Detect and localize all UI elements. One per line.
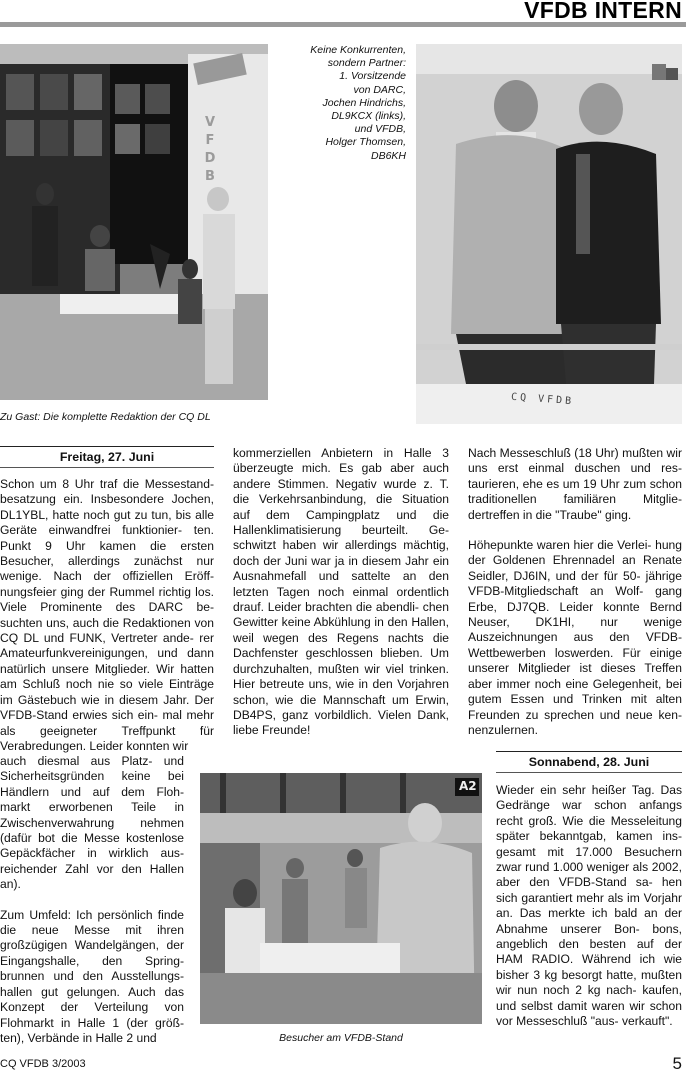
- photo-editorial-team: [0, 44, 268, 400]
- col1-text-lower: [0, 754, 184, 1046]
- photo-caption-visitors: Besucher am VFDB-Stand: [279, 1032, 403, 1044]
- photo-caption-editorial: Zu Gast: Die komplette Redaktion der CQ DL: [0, 411, 211, 423]
- col3-text-upper: [468, 446, 682, 738]
- paragraph: Höhepunkte waren hier die Verlei- hung der Goldenen Ehrennadel an Renate Seidler, DJ6IN, und der für 50- jährige VFDB-Mitgliedschaft an Wolf- gang Erbe, DJ7QB. Leider konnte Bernd Neuser, DK1HI, nur wenige Auszeichnungen aus den VFDB- Wettbewerben loswerden. Für einige unserer Mitglieder ist dieses Treffen aber immer noch eine Gelegenheit, bei gutem Essen und Trinken mit alten Freunden zu sprechen und neue ken- nenzulernen.: [468, 538, 682, 737]
- col1-text-upper: [0, 477, 214, 754]
- paragraph: Wieder ein sehr heißer Tag. Das Gedränge war schon anfangs recht groß. Wie die Messeleitung später bekanntgab, kamen ins- gesamt mit 17.000 Besuchern zwar rund 1.000 weniger als 2002, aber den VFDB-Stand sa- hen sich garantiert mehr als im Vorjahr an. Das merkte ich bald an der Abnahme unserer Bon- bons, angeblich den besten auf der HAM RADIO. Während ich wie bisher 3 kg besorgt hatte, mußten wir nun noch 2 kg nach- kaufen, und selbst damit waren wir schon vor Messeschluß "aus- verkauft".: [496, 783, 682, 1029]
- photo-banner-text: VFDB: [204, 115, 216, 184]
- photo-hall-sign: A2: [459, 779, 477, 793]
- photo-table-sign: CQ VFDB: [510, 391, 575, 408]
- paragraph: Zum Umfeld: Ich persönlich finde die neue Messe mit ihren großzügigen Wandelgängen, der Eingangshalle, den Spring- brunnen und den Ausstellungs- hallen gut gelungen. Auch das Konzept der Verteilung von Flohmarkt in Halle 1 (der größ- ten), Verbände in Halle 2 und: [0, 907, 184, 1045]
- col2-text: [233, 446, 449, 739]
- col3-text-lower: [496, 783, 682, 1030]
- paragraph: auch diesmal aus Platz- und Sicherheitsgründen keine bei Händlern und auf dem Floh- markt erworbenen Teile in Zwischenverwahrung nehmen (dafür bot die Messe kostenlose Gepäckfächer in wirklich aus- reichender Zahl vor den Hallen an).: [0, 754, 184, 892]
- paragraph: Nach Messeschluß (18 Uhr) mußten wir uns erst einmal duschen und res- taurieren, ehe es um 19 Uhr zum schon traditionellen familiären Mitglie- dertreffen in die "Traube" ging.: [468, 446, 682, 522]
- paragraph: kommerziellen Anbietern in Halle 3 überzeugte mich. Es gab aber auch andere Stimmen. Negativ wurde z. T. die Verkehrsanbindung, die Situation auf dem Campingplatz und die Hallenklimatisierung beurteilt. Ge- schwitzt haben wir allerdings mächtig, doch der Juni war ja in diesem Jahr ein Ausnahmefall und sattelte an den letzten Tagen noch einmal ordentlich drauf. Leider brachten die abendli- chen Gewitter keine Abkühlung in den Hallen, weil wegen des Regens nachts die Dachfenster geschlossen blieben. Um durchzuhalten, mußten wir viel trinken. Hier betreute uns, wie in den Vorjahren schon, wie die Mannschaft um Erwin, DB4PS, ganz vorbildlich. Vielen Dank, liebe Freunde!: [233, 446, 450, 738]
- photo-visitors-stand: [200, 773, 482, 1024]
- section-title: VFDB INTERN: [524, 0, 682, 23]
- paragraph: Schon um 8 Uhr traf die Messestand- besatzung ein. Insbesondere Jochen, DL1YBL, hatte noch gut zu tun, bis alle Geräte einwandfrei funktionier- ten. Punkt 9 Uhr kamen die ersten Besucher, allerdings zunächst nur wenige. Nach der offiziellen Eröff- nungsfeier ging der Rummel richtig los. Viele Prominente des DARC be- suchten uns, auch die Redaktionen von CQ DL und FUNK, Vertreter ande- rer Amateurfunkvereinigungen, und dann natürlich unsere Mitglieder. Wir hatten am Schluß noch nie so viele Einträge im Gästebuch wie in diesem Jahr. Der VFDB-Stand erwies sich ein- mal mehr als geeigneter Treffpunkt für Verabredungen. Leider konnten wir: [0, 477, 214, 753]
- photo-caption-partners: Keine Konkurrenten, sondern Partner: 1. Vorsitzende von DARC, Jochen Hindrichs, DL9KCX (links), und VFDB, Holger Thomsen, DB6KH: [310, 44, 406, 162]
- footer-publication: CQ VFDB 3/2003: [0, 1058, 86, 1070]
- photo-partners-handshake: [416, 44, 682, 424]
- heading-saturday: Sonnabend, 28. Juni: [496, 751, 682, 773]
- heading-friday: Freitag, 27. Juni: [0, 446, 214, 468]
- page-number: 5: [672, 1054, 682, 1073]
